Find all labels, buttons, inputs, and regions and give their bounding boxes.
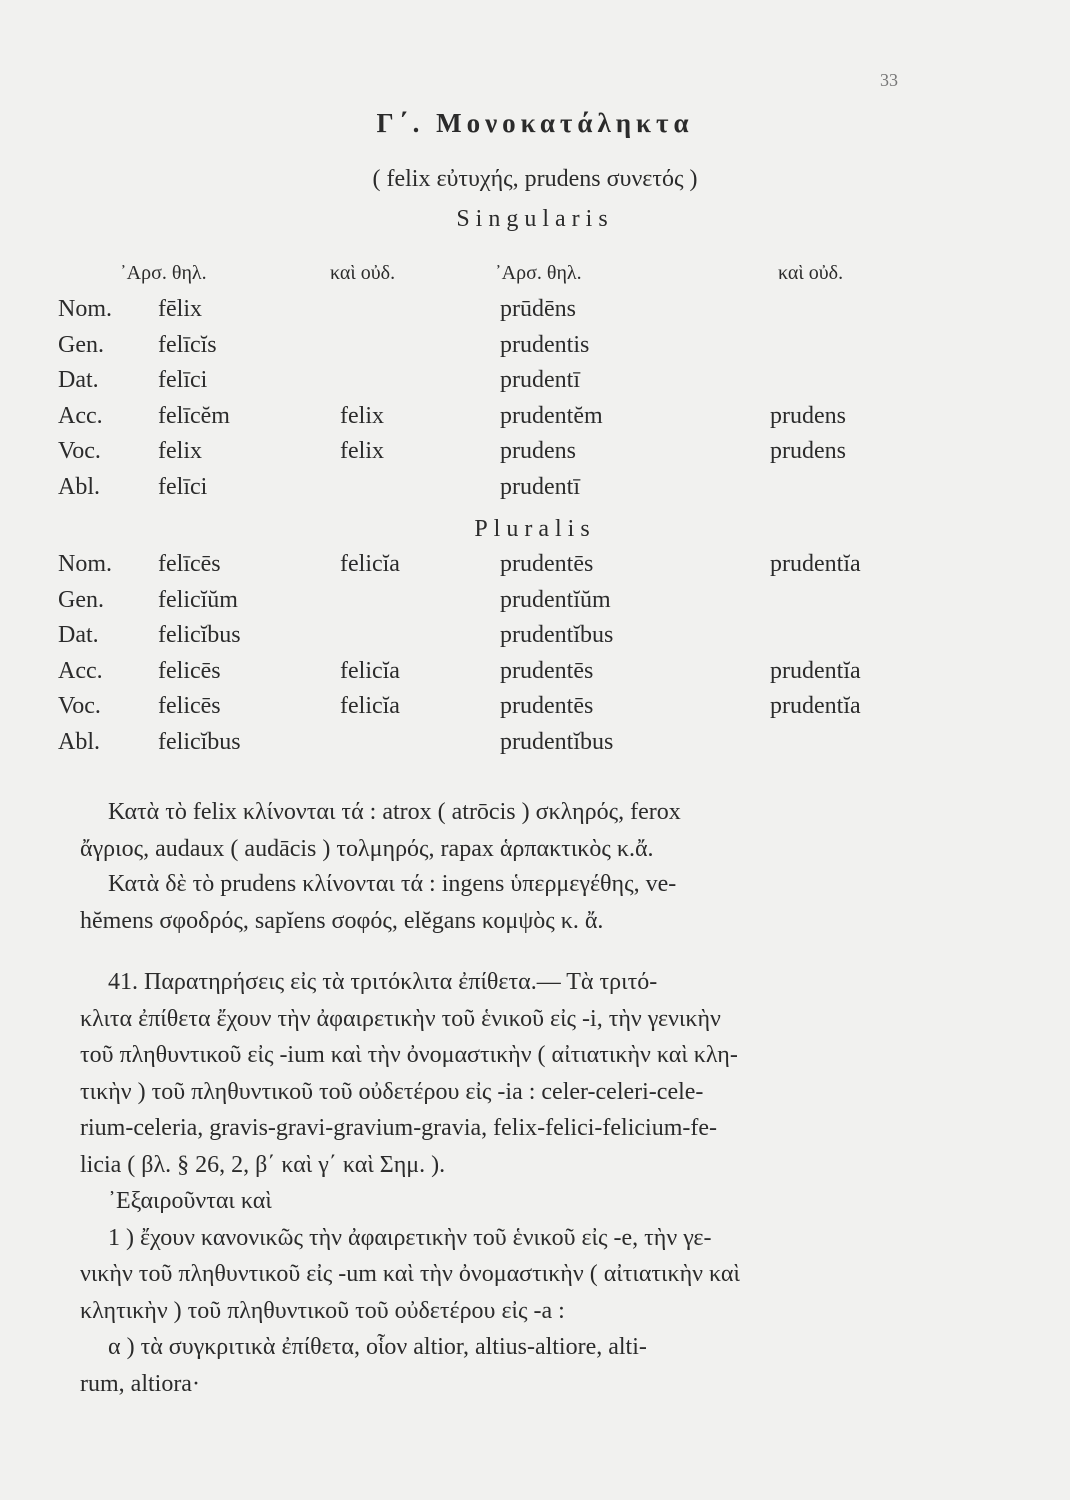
singular-row-3-form-c3: prudentī bbox=[500, 367, 580, 393]
singular-row-6-case-label: Abl. bbox=[58, 473, 100, 500]
singular-row-4-case-label: Acc. bbox=[58, 402, 103, 429]
section-subtitle: ( felix εὐτυχής, prudens συνετός ) bbox=[372, 166, 698, 192]
plural-row-4-form-c3: prudentēs bbox=[500, 657, 594, 684]
singular-row-5-form-c3: prudens bbox=[500, 438, 576, 464]
singular-row-6-form-c1: felīci bbox=[158, 473, 208, 500]
text-line: hĕmens σφοδρός, sapĭens σοφός, elĕgans κομψὸς κ. ἄ. bbox=[80, 907, 604, 934]
text-line: rium-celeria, gravis-gravi-gravium-gravia, felix-felici-felicium-fe- bbox=[80, 1115, 718, 1141]
plural-row-4-form-c2: felicĭa bbox=[340, 657, 400, 684]
plural-row-6-form-c3: prudentĭbus bbox=[500, 728, 614, 755]
plural-row-1-form-c1: felīcēs bbox=[158, 551, 221, 577]
singular-row-1-case-label: Nom. bbox=[58, 296, 112, 322]
singular-row-4-form-c3: prudentĕm bbox=[500, 402, 603, 429]
plural-row-1-case-label: Nom. bbox=[58, 551, 112, 577]
text-line: α ) τὰ συγκριτικὰ ἐπίθετα, οἷον altior, altius-altiore, alti- bbox=[108, 1334, 647, 1360]
text-line: κλητικὴν ) τοῦ πληθυντικοῦ τοῦ οὐδετέρου εἰς -a : bbox=[80, 1297, 565, 1324]
singular-row-5-form-c2: felix bbox=[340, 438, 384, 464]
plural-row-4-case-label: Acc. bbox=[58, 657, 103, 684]
plural-row-2-form-c3: prudentĭŭm bbox=[500, 586, 611, 613]
singular-row-4-form-c1: felīcĕm bbox=[158, 402, 230, 429]
singular-heading: Singularis bbox=[456, 206, 614, 232]
plural-row-2-form-c1: felicĭŭm bbox=[158, 586, 238, 613]
exceptions-intro: ᾿Εξαιροῦνται καὶ bbox=[108, 1188, 272, 1214]
singular-row-5-form-c1: felix bbox=[158, 438, 202, 464]
text-line: τικὴν ) τοῦ πληθυντικοῦ τοῦ οὐδετέρου εἰς -ia : celer-celeri-cele- bbox=[80, 1078, 704, 1105]
text-line: rum, altiora· bbox=[80, 1370, 200, 1397]
singular-row-1-form-c3: prūdēns bbox=[500, 296, 576, 322]
singular-row-6-form-c3: prudentī bbox=[500, 473, 580, 500]
plural-heading: Pluralis bbox=[474, 516, 596, 542]
column-head-neut-1: καὶ οὐδ. bbox=[330, 262, 396, 284]
singular-row-2-case-label: Gen. bbox=[58, 331, 104, 358]
singular-row-2-form-c1: felīcĭs bbox=[158, 331, 217, 358]
plural-row-6-case-label: Abl. bbox=[58, 728, 100, 755]
text-line: τοῦ πληθυντικοῦ εἰς -ium καὶ τὴν ὀνομαστικὴν ( αἰτιατικὴν καὶ κλη- bbox=[80, 1042, 738, 1068]
plural-row-6-form-c1: felicĭbus bbox=[158, 728, 241, 755]
singular-row-4-form-c2: felix bbox=[340, 402, 384, 429]
plural-row-5-case-label: Voc. bbox=[58, 693, 101, 719]
prudens-paragraph bbox=[80, 866, 920, 939]
felix-paragraph bbox=[80, 794, 920, 867]
plural-row-1-form-c3: prudentēs bbox=[500, 551, 594, 577]
singular-row-5-case-label: Voc. bbox=[58, 438, 101, 464]
column-head-masc-fem-2: ᾿Αρσ. θηλ. bbox=[495, 262, 582, 284]
text-line: Κατὰ τὸ felix κλίνονται τά : atrox ( atrōcis ) σκληρός, ferox bbox=[108, 799, 681, 825]
plural-row-3-case-label: Dat. bbox=[58, 622, 99, 648]
plural-row-4-form-c1: felicēs bbox=[158, 657, 221, 684]
plural-row-1-form-c2: felicĭa bbox=[340, 551, 400, 577]
plural-row-5-form-c2: felicĭa bbox=[340, 693, 400, 719]
text-line: κλιτα ἐπίθετα ἔχουν τὴν ἀφαιρετικὴν τοῦ ἑνικοῦ εἰς -i, τὴν γενικὴν bbox=[80, 1005, 721, 1032]
singular-row-5-form-c4: prudens bbox=[770, 438, 846, 464]
singular-row-4-form-c4: prudens bbox=[770, 402, 846, 429]
plural-row-5-form-c4: prudentĭa bbox=[770, 693, 861, 719]
plural-row-5-form-c3: prudentēs bbox=[500, 693, 594, 719]
plural-row-1-form-c4: prudentĭa bbox=[770, 551, 861, 577]
text-line: ἄγριος, audaux ( audācis ) τολμηρός, rapax ἁρπακτικὸς κ.ἄ. bbox=[80, 835, 654, 862]
column-head-masc-fem-1: ᾿Αρσ. θηλ. bbox=[120, 262, 207, 284]
singular-row-1-form-c1: fēlix bbox=[158, 296, 202, 322]
section-41-heading-line: 41. Παρατηρήσεις εἰς τὰ τριτόκλιτα ἐπίθετα.— Τὰ τριτό- bbox=[108, 969, 658, 995]
singular-row-2-form-c3: prudentis bbox=[500, 331, 590, 358]
plural-row-3-form-c3: prudentĭbus bbox=[500, 622, 614, 648]
section-41 bbox=[80, 964, 920, 1402]
plural-row-3-form-c1: felicĭbus bbox=[158, 622, 241, 648]
plural-row-2-case-label: Gen. bbox=[58, 586, 104, 613]
section-title: Γ΄. Μονοκατάληκτα bbox=[376, 108, 694, 138]
page-number: 33 bbox=[880, 70, 898, 90]
text-line: Κατὰ δὲ τὸ prudens κλίνονται τά : ingens ὑπερμεγέθης, ve- bbox=[108, 871, 677, 897]
plural-row-4-form-c4: prudentĭa bbox=[770, 657, 861, 684]
singular-row-3-form-c1: felīci bbox=[158, 367, 208, 393]
plural-row-5-form-c1: felicēs bbox=[158, 693, 221, 719]
text-line: licia ( βλ. § 26, 2, β΄ καὶ γ΄ καὶ Σημ. ). bbox=[80, 1151, 446, 1178]
text-line: 1 ) ἔχουν κανονικῶς τὴν ἀφαιρετικὴν τοῦ ἑνικοῦ εἰς -e, τὴν γε- bbox=[108, 1224, 712, 1251]
singular-row-3-case-label: Dat. bbox=[58, 367, 99, 393]
text-line: νικὴν τοῦ πληθυντικοῦ εἰς -um καὶ τὴν ὀνομαστικὴν ( αἰτιατικὴν καὶ bbox=[80, 1261, 740, 1287]
column-head-neut-2: καὶ οὐδ. bbox=[778, 262, 844, 284]
